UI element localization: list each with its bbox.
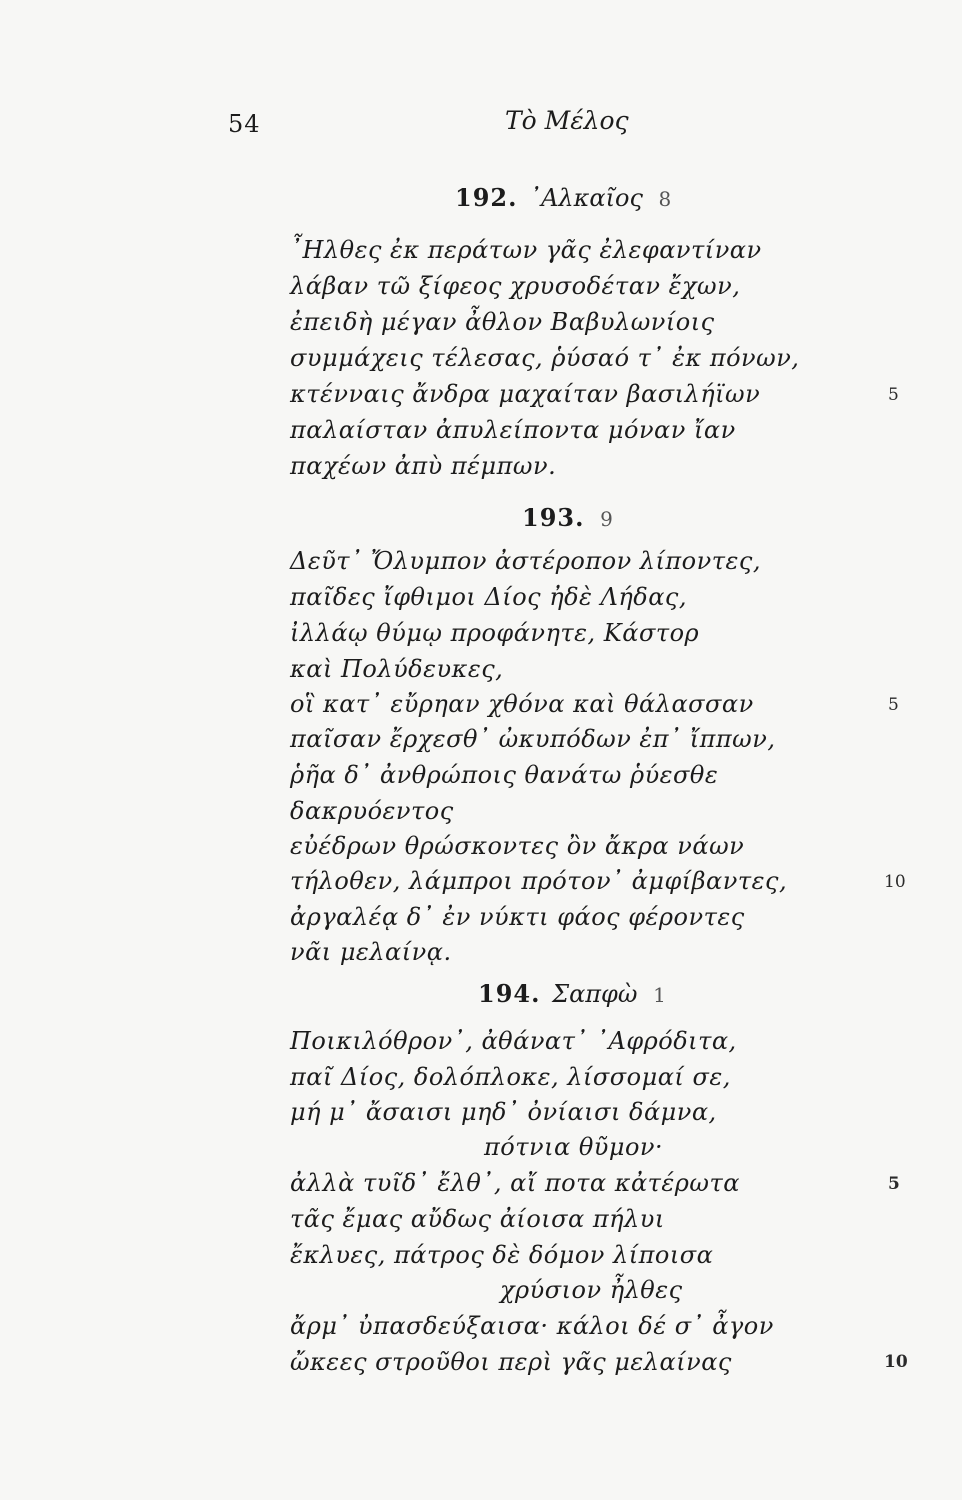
poem-heading: [478, 979, 666, 1008]
poem-line: παῖ Δίος, δολόπλοκε, λίσσομαί σε,: [290, 1063, 731, 1091]
poem-line: παῖδες ἴφθιμοι Δίος ἠδὲ Λήδας,: [290, 583, 687, 611]
poem-line: ἰλλάῳ θύμῳ προφάνητε, Κάστορ: [290, 619, 700, 647]
poem-line: ἀργαλέᾳ δ᾿ ἐν νύκτι φάος φέροντες: [290, 903, 745, 931]
fragment-number: 8: [658, 187, 672, 211]
line-number: 5: [888, 695, 899, 715]
poem-line: ῥῆα δ᾿ ἀνθρώποις θανάτω ῥύεσθε: [290, 761, 719, 789]
poem-line: μή μ᾿ ἄσαισι μηδ᾿ ὀνίαισι δάμνα,: [290, 1098, 717, 1126]
poem-author: Σαπφὼ: [552, 980, 638, 1008]
poem-line: χρύσιον ἦλθες: [500, 1276, 683, 1304]
poem-line: νᾶι μελαίνᾳ.: [290, 938, 452, 966]
poem-line: λάβαν τῶ ξίφεος χρυσοδέταν ἔχων,: [290, 272, 741, 300]
poem-number: 192.: [455, 183, 518, 212]
page-number: 54: [228, 110, 261, 138]
fragment-number: 9: [600, 507, 613, 531]
poem-line: ἄρμ᾿ ὐπασδεύξαισα· κάλοι δέ σ᾿ ἆγον: [290, 1312, 774, 1340]
poem-heading: [455, 183, 671, 212]
poem-line: δακρυόεντος: [290, 797, 454, 825]
poem-line: ἐπειδὴ μέγαν ἆθλον Βαβυλωνίοις: [290, 308, 715, 336]
poem-line: τήλοθεν, λάμπροι πρότον᾿ ἀμφίβαντες,: [290, 867, 788, 895]
line-number: 5: [888, 385, 899, 405]
poem-line: συμμάχεις τέλεσας, ῥύσαό τ᾿ ἐκ πόνων,: [290, 344, 800, 372]
poem-line: παλαίσταν ἀπυλείποντα μόναν ἴαν: [290, 416, 736, 444]
poem-line: καὶ Πολύδευκες,: [290, 655, 504, 683]
poem-line: παῖσαν ἔρχεσθ᾿ ὠκυπόδων ἐπ᾿ ἴππων,: [290, 725, 776, 753]
poem-line: παχέων ἀπὺ πέμπων.: [290, 452, 557, 480]
poem-line: οἳ κατ᾿ εὔρηαν χθόνα καὶ θάλασσαν: [290, 690, 754, 718]
poem-line: Ποικιλόθρον᾿, ἀθάνατ᾿ ᾿Αφρόδιτα,: [290, 1027, 737, 1055]
poem-number: 193.: [522, 503, 585, 532]
line-number: 5: [888, 1174, 900, 1194]
poem-line: εὐέδρων θρώσκοντες ὂν ἄκρα νάων: [290, 832, 745, 860]
poem-line: πότνια θῦμον·: [484, 1133, 664, 1161]
poem-line: ὤκεες στροῦθοι περὶ γᾶς μελαίνας: [290, 1348, 732, 1376]
poem-author: ᾿Αλκαῖος: [529, 184, 643, 212]
poem-number: 194.: [478, 979, 541, 1008]
running-title: Τὸ Μέλος: [505, 106, 629, 135]
poem-line: ἀλλὰ τυῖδ᾿ ἔλθ᾿, αἴ ποτα κἀτέρωτα: [290, 1169, 740, 1197]
poem-line: ἔκλυες, πάτρος δὲ δόμον λίποισα: [290, 1241, 714, 1269]
poem-line: κτένναις ἄνδρα μαχαίταν βασιλήϊων: [290, 380, 761, 408]
line-number: 10: [884, 1352, 908, 1372]
fragment-number: 1: [653, 983, 666, 1007]
poem-line: Δεῦτ᾿ Ὄλυμπον ἀστέροπον λίποντες,: [290, 547, 761, 575]
poem-heading: [522, 503, 613, 532]
poem-line: ῏Ηλθες ἐκ περάτων γᾶς ἐλεφαντίναν: [290, 236, 762, 264]
line-number: 10: [884, 872, 906, 892]
poem-line: τᾶς ἔμας αὔδως ἀίοισα πήλυι: [290, 1205, 665, 1233]
